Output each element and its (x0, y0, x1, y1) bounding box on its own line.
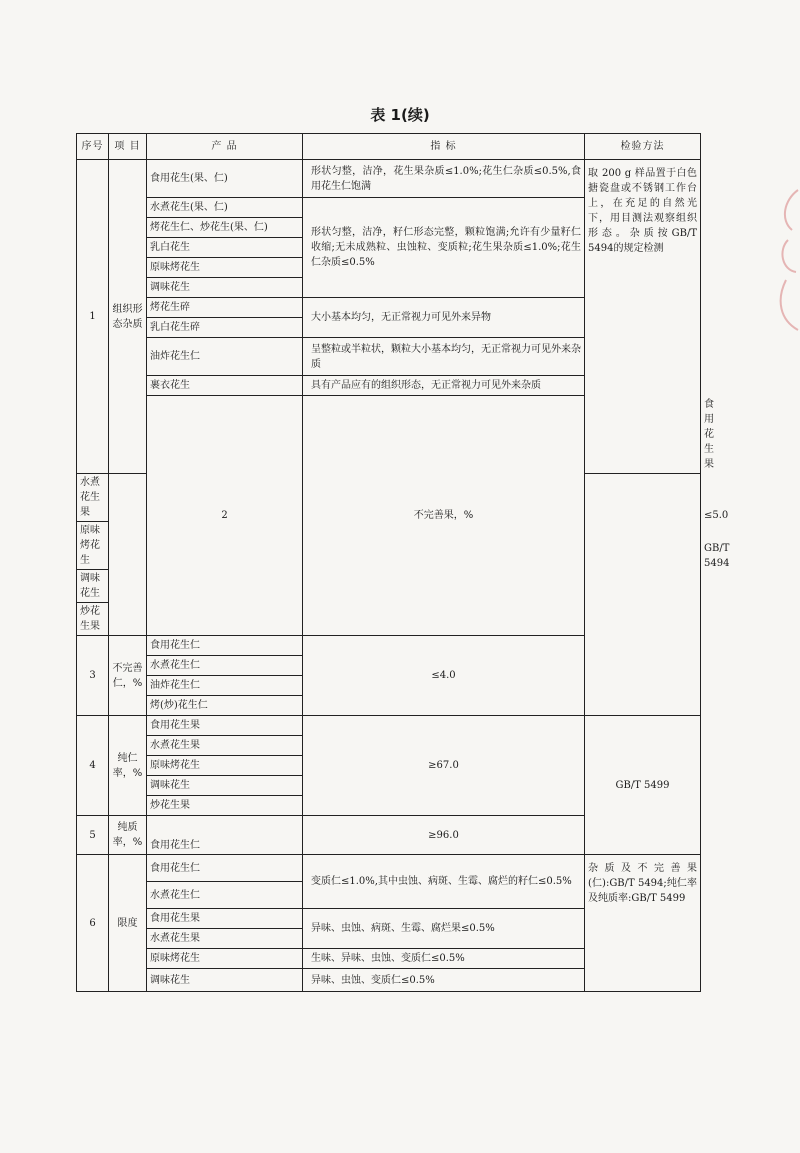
table-container (76, 133, 730, 992)
spec-cell: 大小基本均匀，无正常视力可见外来异物 (303, 298, 585, 338)
spec-cell: 变质仁≤1.0%,其中虫蚀、病斑、生霉、腐烂的籽仁≤0.5% (303, 855, 585, 909)
row-item: 组织形态杂质 (109, 160, 147, 474)
product-cell: 原味烤花生 (77, 522, 109, 570)
row-number: 3 (77, 636, 109, 716)
spec-cell: 呈整粒或半粒状，颗粒大小基本均匀，无正常视力可见外来杂质 (303, 338, 585, 376)
table-row (77, 160, 701, 198)
product-cell: 水煮花生仁 (147, 656, 303, 676)
spec-cell: ≤4.0 (303, 636, 585, 716)
row-number: 5 (77, 816, 109, 855)
product-cell: 炒花生果 (147, 796, 303, 816)
row-item: 不完善仁，% (109, 636, 147, 716)
product-cell: 水煮花生仁 (147, 882, 303, 909)
row-number: 6 (77, 855, 109, 992)
product-cell: 食用花生(果、仁) (147, 160, 303, 198)
product-cell: 原味烤花生 (147, 756, 303, 776)
product-cell: 调味花生 (147, 969, 303, 992)
header-row (77, 134, 701, 160)
product-cell: 烤花生碎 (147, 298, 303, 318)
spec-cell: 具有产品应有的组织形态，无正常视力可见外来杂质 (303, 376, 585, 396)
table-row (77, 636, 701, 656)
product-cell: 原味烤花生 (147, 949, 303, 969)
row-number: 2 (147, 396, 303, 636)
product-cell: 裹衣花生 (147, 376, 303, 396)
header-product: 产 品 (147, 134, 303, 160)
product-cell: 油炸花生仁 (147, 676, 303, 696)
product-cell: 烤(炒)花生仁 (147, 696, 303, 716)
product-cell: 调味花生 (147, 278, 303, 298)
spec-table (76, 133, 730, 992)
table-row (77, 716, 701, 736)
row-number: 4 (77, 716, 109, 816)
spec-cell: ≥96.0 (303, 816, 585, 855)
product-cell: 水煮花生果 (147, 929, 303, 949)
product-cell: 调味花生 (77, 570, 109, 603)
row-item: 限度 (109, 855, 147, 992)
spec-cell: 形状匀整，洁净，籽仁形态完整，颗粒饱满;允许有少量籽仁收缩;无未成熟粒、虫蚀粒、变质粒;花生果杂质≤1.0%;花生仁杂质≤0.5% (303, 198, 585, 298)
product-cell: 油炸花生仁 (147, 338, 303, 376)
header-spec: 指 标 (303, 134, 585, 160)
spec-cell: 异味、虫蚀、病斑、生霉、腐烂果≤0.5% (303, 909, 585, 949)
header-method: 检验方法 (585, 134, 701, 160)
product-cell: 食用花生果 (147, 909, 303, 929)
product-cell: 烤花生仁、炒花生(果、仁) (147, 218, 303, 238)
spec-cell: 形状匀整，洁净，花生果杂质≤1.0%;花生仁杂质≤0.5%,食用花生仁饱满 (303, 160, 585, 198)
spec-cell: 异味、虫蚀、变质仁≤0.5% (303, 969, 585, 992)
header-item: 项 目 (109, 134, 147, 160)
product-cell: 调味花生 (147, 776, 303, 796)
row-number: 1 (77, 160, 109, 474)
product-cell: 食用花生果 (147, 716, 303, 736)
spec-cell: ≥67.0 (303, 716, 585, 816)
stamp-fragment-icon (770, 180, 800, 350)
row-item: 纯质率，% (109, 816, 147, 855)
product-cell: 水煮花生果 (77, 474, 109, 522)
product-cell: 食用花生仁 (147, 855, 303, 882)
table-row (77, 855, 701, 882)
method-cell: 杂质及不完善果(仁):GB/T 5494;纯仁率及纯质率:GB/T 5499 (585, 855, 701, 992)
product-cell: 水煮花生(果、仁) (147, 198, 303, 218)
product-cell: 炒花生果 (77, 603, 109, 636)
table-row: 2 不完善果，% 食用花生果 ≤5.0 GB/T 5494 (77, 396, 701, 474)
table-title: 表 1(续) (370, 106, 430, 124)
method-cell: GB/T 5499 (585, 716, 701, 855)
product-cell: 乳白花生碎 (147, 318, 303, 338)
product-cell: 食用花生仁 (147, 816, 303, 855)
product-cell: 原味烤花生 (147, 258, 303, 278)
method-cell: 取 200 g 样品置于白色搪瓷盘或不锈钢工作台上，在充足的自然光下，用目测法观察组织形态。杂质按GB/T 5494的规定检测 (585, 160, 701, 474)
row-item: 不完善果，% (303, 396, 585, 636)
row-item: 纯仁率，% (109, 716, 147, 816)
header-no: 序号 (77, 134, 109, 160)
spec-cell: 生味、异味、虫蚀、变质仁≤0.5% (303, 949, 585, 969)
product-cell: 食用花生仁 (147, 636, 303, 656)
product-cell: 乳白花生 (147, 238, 303, 258)
product-cell: 水煮花生果 (147, 736, 303, 756)
